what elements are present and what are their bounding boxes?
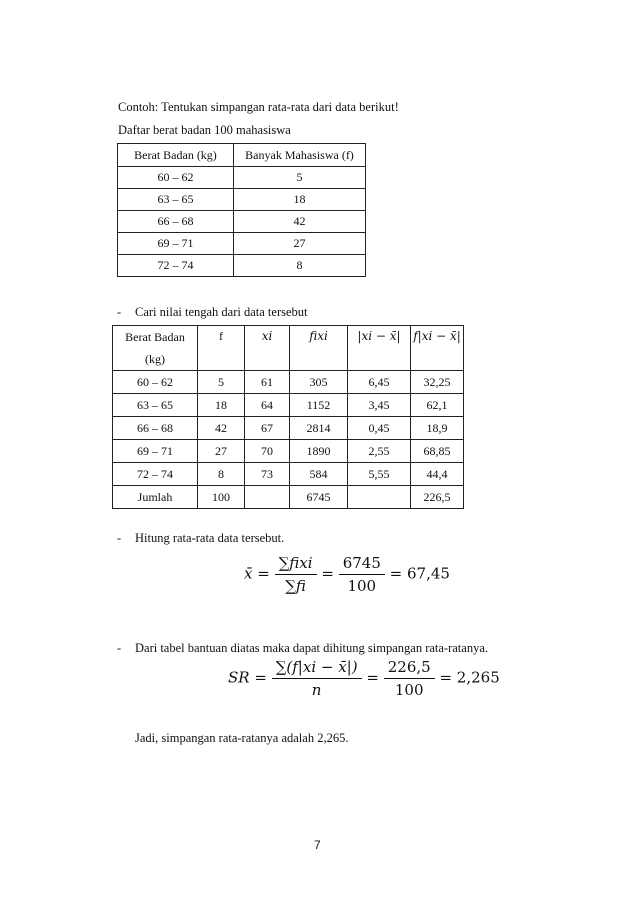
table-cell: 66 – 68 [113, 417, 198, 440]
table-cell: 8 [198, 463, 245, 486]
table-cell: 6745 [290, 486, 348, 509]
total-row [113, 486, 464, 509]
table-cell: 5,55 [348, 463, 411, 486]
table-cell: 60 – 62 [113, 371, 198, 394]
table-cell: 3,45 [348, 394, 411, 417]
header-weight-line1: Berat Badan [125, 330, 185, 344]
mean-result: = 67,45 [389, 564, 450, 583]
sr-lhs: SR = [228, 668, 267, 687]
table-cell: 63 – 65 [113, 394, 198, 417]
table-cell: 5 [198, 371, 245, 394]
table-cell: 68,85 [411, 440, 464, 463]
table-row [118, 233, 366, 255]
header-f: f [198, 326, 245, 371]
table-cell: 61 [245, 371, 290, 394]
header-fixi: fixi [290, 326, 348, 371]
header-f-abs-dev: f|xi − x̄| [411, 326, 464, 371]
table-cell: 72 – 74 [113, 463, 198, 486]
table-row [118, 167, 366, 189]
table-row [113, 394, 464, 417]
header-weight [113, 326, 198, 371]
header-weight: Berat Badan (kg) [118, 144, 234, 167]
list-title: Daftar berat badan 100 mahasiswa [118, 123, 291, 137]
frequency-table [112, 325, 464, 509]
mean-numerator-value: 6745 [339, 554, 385, 575]
table-cell [245, 486, 290, 509]
conclusion-text: Jadi, simpangan rata-ratanya adalah 2,265. [135, 731, 349, 745]
table-cell: 5 [234, 167, 366, 189]
table-cell: 18,9 [411, 417, 464, 440]
sr-result: = 2,265 [439, 668, 500, 687]
table-cell: 63 – 65 [118, 189, 234, 211]
table-cell: 8 [234, 255, 366, 277]
table-cell: 69 – 71 [118, 233, 234, 255]
total-label: Jumlah [113, 486, 198, 509]
table-cell: 67 [245, 417, 290, 440]
header-count: Banyak Mahasiswa (f) [234, 144, 366, 167]
sr-denominator: n [311, 681, 322, 699]
sr-numerator-value: 226,5 [384, 658, 435, 679]
sr-numerator: ∑(f|xi − x̄|) [272, 658, 362, 679]
table-cell: 100 [198, 486, 245, 509]
weight-table [117, 143, 366, 277]
table-cell: 32,25 [411, 371, 464, 394]
table-cell: 584 [290, 463, 348, 486]
mean-equation [244, 554, 450, 595]
table-cell: 27 [234, 233, 366, 255]
table-cell: 2,55 [348, 440, 411, 463]
table-cell: 2814 [290, 417, 348, 440]
table-cell: 42 [198, 417, 245, 440]
mean-lhs: x̄ = [244, 564, 270, 583]
table-row [118, 211, 366, 233]
header-weight-line2: (kg) [145, 352, 165, 366]
step2-text: Hitung rata-rata data tersebut. [135, 531, 285, 545]
step3-text: Dari tabel bantuan diatas maka dapat dihitung simpangan rata-ratanya. [135, 641, 488, 655]
sr-value-fraction [384, 658, 435, 699]
table-cell: 18 [198, 394, 245, 417]
table-row [113, 440, 464, 463]
mean-denominator: ∑fi [285, 577, 306, 595]
bullet: - [117, 531, 122, 545]
sr-denominator-value: 100 [394, 681, 424, 699]
table-cell: 72 – 74 [118, 255, 234, 277]
sr-equation [228, 658, 500, 699]
mean-fraction [275, 554, 317, 595]
table-cell: 18 [234, 189, 366, 211]
table-cell: 66 – 68 [118, 211, 234, 233]
step1-text: Cari nilai tengah dari data tersebut [135, 305, 308, 319]
bullet: - [117, 305, 122, 319]
bullet: - [117, 641, 122, 655]
table-cell: 42 [234, 211, 366, 233]
table-cell: 305 [290, 371, 348, 394]
equals-sign: = [321, 564, 334, 583]
page-number: 7 [314, 838, 321, 852]
table-cell: 44,4 [411, 463, 464, 486]
table-row [118, 189, 366, 211]
table-cell: 60 – 62 [118, 167, 234, 189]
mean-value-fraction [339, 554, 385, 595]
example-heading: Contoh: Tentukan simpangan rata-rata dari data berikut! [118, 100, 399, 114]
sr-fraction [272, 658, 362, 699]
table-cell: 1152 [290, 394, 348, 417]
table-row [118, 255, 366, 277]
table-cell: 70 [245, 440, 290, 463]
table-cell: 62,1 [411, 394, 464, 417]
table-row [113, 463, 464, 486]
header-abs-dev: |xi − x̄| [348, 326, 411, 371]
header-xi: xi [245, 326, 290, 371]
table-row [113, 371, 464, 394]
table-cell: 1890 [290, 440, 348, 463]
mean-numerator: ∑fixi [275, 554, 317, 575]
table-cell: 27 [198, 440, 245, 463]
table-cell: 73 [245, 463, 290, 486]
table-row [113, 417, 464, 440]
table-cell [348, 486, 411, 509]
table-cell: 6,45 [348, 371, 411, 394]
equals-sign: = [366, 668, 379, 687]
table-cell: 69 – 71 [113, 440, 198, 463]
table-cell: 0,45 [348, 417, 411, 440]
table-cell: 64 [245, 394, 290, 417]
mean-denominator-value: 100 [347, 577, 377, 595]
table-cell: 226,5 [411, 486, 464, 509]
